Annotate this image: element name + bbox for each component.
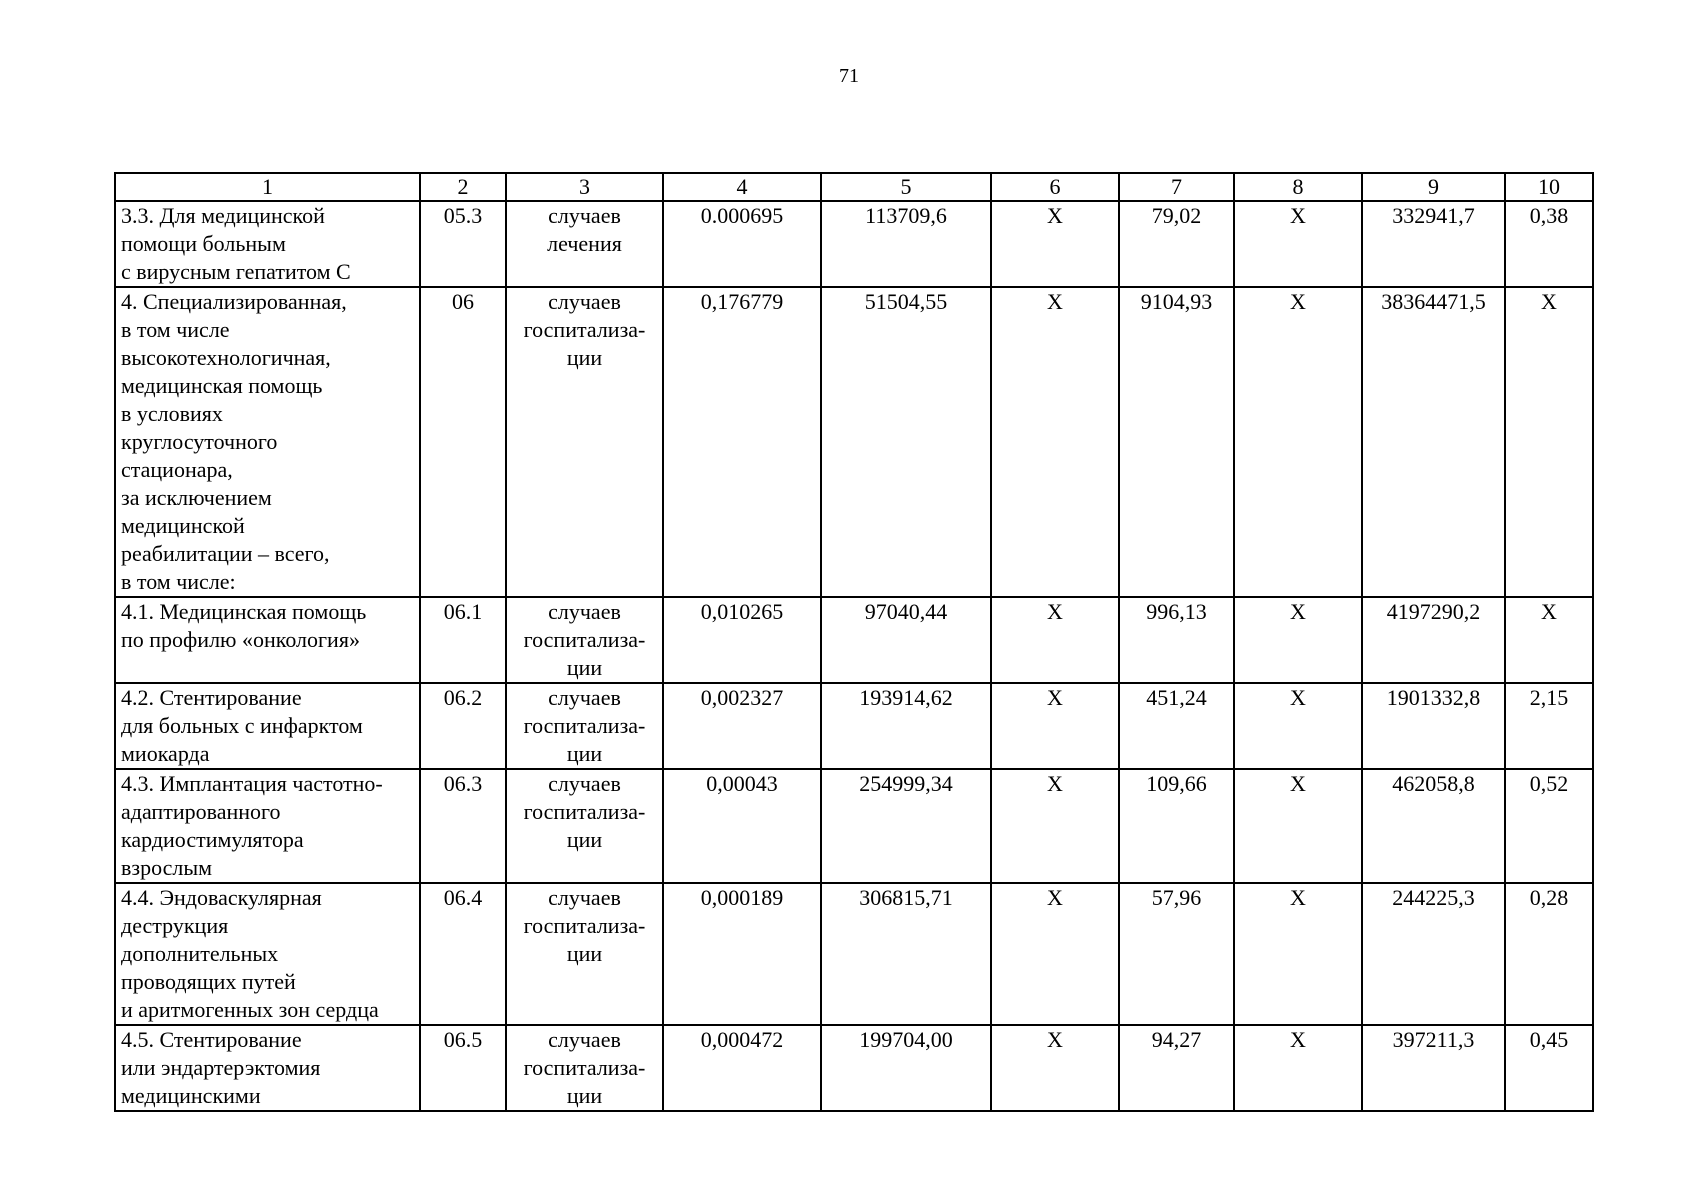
row-value-cell-c6: Х: [991, 683, 1119, 769]
name-line: и аритмогенных зон сердца: [121, 997, 379, 1022]
name-line: в том числе: [121, 317, 230, 342]
row-name-cell: [115, 1025, 420, 1111]
name-line: медицинской: [121, 513, 245, 538]
name-line: за исключением: [121, 485, 272, 510]
unit-line: ции: [566, 345, 603, 370]
unit-line: ции: [566, 741, 603, 766]
row-value-cell-c4: 0,00043: [663, 769, 821, 883]
row-code-cell: 06.1: [420, 597, 506, 683]
column-header: 2: [420, 173, 506, 201]
table-row: [115, 597, 1593, 683]
name-line: 3.3. Для медицинской: [121, 203, 325, 228]
unit-line: случаев: [548, 599, 621, 624]
row-value-cell-c5: 199704,00: [821, 1025, 991, 1111]
row-value-cell-c4: 0,000189: [663, 883, 821, 1025]
unit-line: госпитализа-: [523, 627, 646, 652]
row-value-cell-c4: 0,010265: [663, 597, 821, 683]
name-line: круглосуточного: [121, 429, 278, 454]
table-row: [115, 287, 1593, 597]
unit-line: лечения: [547, 231, 622, 256]
row-value-cell-c8: Х: [1234, 883, 1362, 1025]
row-value-cell-c4: 0,000472: [663, 1025, 821, 1111]
column-header: 3: [506, 173, 663, 201]
row-value-cell-c5: 254999,34: [821, 769, 991, 883]
row-value-cell-c10: 0,28: [1505, 883, 1593, 1025]
unit-line: случаев: [548, 771, 621, 796]
row-value-cell-c5: 97040,44: [821, 597, 991, 683]
table-row: [115, 683, 1593, 769]
row-code-cell: 06.3: [420, 769, 506, 883]
name-line: реабилитации – всего,: [121, 541, 330, 566]
row-code-cell: 06.5: [420, 1025, 506, 1111]
unit-line: госпитализа-: [523, 317, 646, 342]
page-number: 71: [839, 65, 859, 87]
unit-line: случаев: [548, 685, 621, 710]
row-value-cell-c7: 451,24: [1119, 683, 1234, 769]
column-header: 5: [821, 173, 991, 201]
unit-line: госпитализа-: [523, 799, 646, 824]
row-name-cell: [115, 287, 420, 597]
table-row: [115, 1025, 1593, 1111]
name-line: высокотехнологичная,: [121, 345, 331, 370]
name-line: деструкция: [121, 913, 229, 938]
row-code-cell: 05.3: [420, 201, 506, 287]
row-value-cell-c4: 0.000695: [663, 201, 821, 287]
row-unit-cell: [506, 597, 663, 683]
unit-line: ции: [566, 827, 603, 852]
unit-line: госпитализа-: [523, 713, 646, 738]
column-header: 7: [1119, 173, 1234, 201]
row-value-cell-c10: Х: [1505, 597, 1593, 683]
column-header: 1: [115, 173, 420, 201]
unit-line: ции: [566, 655, 603, 680]
row-value-cell-c5: 306815,71: [821, 883, 991, 1025]
column-header: 9: [1362, 173, 1505, 201]
row-value-cell-c7: 109,66: [1119, 769, 1234, 883]
row-unit-cell: [506, 287, 663, 597]
row-value-cell-c9: 1901332,8: [1362, 683, 1505, 769]
row-value-cell-c9: 397211,3: [1362, 1025, 1505, 1111]
row-value-cell-c6: Х: [991, 1025, 1119, 1111]
name-line: взрослым: [121, 855, 213, 880]
name-line: или эндартерэктомия: [121, 1055, 321, 1080]
row-name-cell: [115, 683, 420, 769]
row-value-cell-c10: 2,15: [1505, 683, 1593, 769]
name-line: стационара,: [121, 457, 233, 482]
column-header: 8: [1234, 173, 1362, 201]
table-row: [115, 883, 1593, 1025]
name-line: помощи больным: [121, 231, 286, 256]
row-value-cell-c4: 0,002327: [663, 683, 821, 769]
row-unit-cell: [506, 883, 663, 1025]
unit-line: случаев: [548, 289, 621, 314]
row-value-cell-c7: 9104,93: [1119, 287, 1234, 597]
unit-line: ции: [566, 941, 603, 966]
data-table: [114, 172, 1594, 1112]
name-line: медицинская помощь: [121, 373, 323, 398]
row-value-cell-c6: Х: [991, 597, 1119, 683]
row-value-cell-c8: Х: [1234, 201, 1362, 287]
row-value-cell-c6: Х: [991, 287, 1119, 597]
unit-line: случаев: [548, 885, 621, 910]
unit-line: ции: [566, 1083, 603, 1108]
row-value-cell-c5: 113709,6: [821, 201, 991, 287]
name-line: кардиостимулятора: [121, 827, 304, 852]
name-line: 4.3. Имплантация частотно-: [121, 771, 383, 796]
row-value-cell-c8: Х: [1234, 287, 1362, 597]
row-value-cell-c9: 244225,3: [1362, 883, 1505, 1025]
name-line: по профилю «онкология»: [121, 627, 360, 652]
row-value-cell-c8: Х: [1234, 1025, 1362, 1111]
row-value-cell-c8: Х: [1234, 683, 1362, 769]
row-value-cell-c10: 0,45: [1505, 1025, 1593, 1111]
name-line: адаптированного: [121, 799, 281, 824]
row-code-cell: 06: [420, 287, 506, 597]
row-unit-cell: [506, 1025, 663, 1111]
row-value-cell-c6: Х: [991, 769, 1119, 883]
row-value-cell-c8: Х: [1234, 597, 1362, 683]
name-line: медицинскими: [121, 1083, 261, 1108]
row-name-cell: [115, 883, 420, 1025]
row-value-cell-c7: 94,27: [1119, 1025, 1234, 1111]
table-body: [115, 201, 1593, 1111]
table-header-row: [115, 173, 1593, 201]
name-line: 4.4. Эндоваскулярная: [121, 885, 322, 910]
unit-line: госпитализа-: [523, 1055, 646, 1080]
row-value-cell-c10: 0,38: [1505, 201, 1593, 287]
name-line: 4. Специализированная,: [121, 289, 347, 314]
row-value-cell-c9: 4197290,2: [1362, 597, 1505, 683]
row-value-cell-c5: 51504,55: [821, 287, 991, 597]
row-value-cell-c6: Х: [991, 883, 1119, 1025]
row-value-cell-c4: 0,176779: [663, 287, 821, 597]
row-value-cell-c9: 38364471,5: [1362, 287, 1505, 597]
name-line: дополнительных: [121, 941, 279, 966]
row-value-cell-c7: 996,13: [1119, 597, 1234, 683]
name-line: для больных с инфарктом: [121, 713, 363, 738]
row-unit-cell: [506, 769, 663, 883]
row-value-cell-c10: Х: [1505, 287, 1593, 597]
unit-line: случаев: [548, 203, 621, 228]
name-line: 4.2. Стентирование: [121, 685, 302, 710]
name-line: в условиях: [121, 401, 223, 426]
row-value-cell-c10: 0,52: [1505, 769, 1593, 883]
table-row: [115, 201, 1593, 287]
row-value-cell-c9: 462058,8: [1362, 769, 1505, 883]
name-line: в том числе:: [121, 569, 236, 594]
column-header: 4: [663, 173, 821, 201]
row-code-cell: 06.2: [420, 683, 506, 769]
name-line: миокарда: [121, 741, 210, 766]
row-unit-cell: [506, 201, 663, 287]
row-code-cell: 06.4: [420, 883, 506, 1025]
row-value-cell-c6: Х: [991, 201, 1119, 287]
row-value-cell-c8: Х: [1234, 769, 1362, 883]
name-line: 4.5. Стентирование: [121, 1027, 302, 1052]
row-name-cell: [115, 769, 420, 883]
column-header: 6: [991, 173, 1119, 201]
unit-line: случаев: [548, 1027, 621, 1052]
row-value-cell-c7: 57,96: [1119, 883, 1234, 1025]
name-line: с вирусным гепатитом С: [121, 259, 351, 284]
row-unit-cell: [506, 683, 663, 769]
name-line: проводящих путей: [121, 969, 296, 994]
row-name-cell: [115, 201, 420, 287]
table-row: [115, 769, 1593, 883]
row-value-cell-c5: 193914,62: [821, 683, 991, 769]
name-line: 4.1. Медицинская помощь: [121, 599, 367, 624]
column-header: 10: [1505, 173, 1593, 201]
row-value-cell-c7: 79,02: [1119, 201, 1234, 287]
unit-line: госпитализа-: [523, 913, 646, 938]
row-value-cell-c9: 332941,7: [1362, 201, 1505, 287]
row-name-cell: [115, 597, 420, 683]
